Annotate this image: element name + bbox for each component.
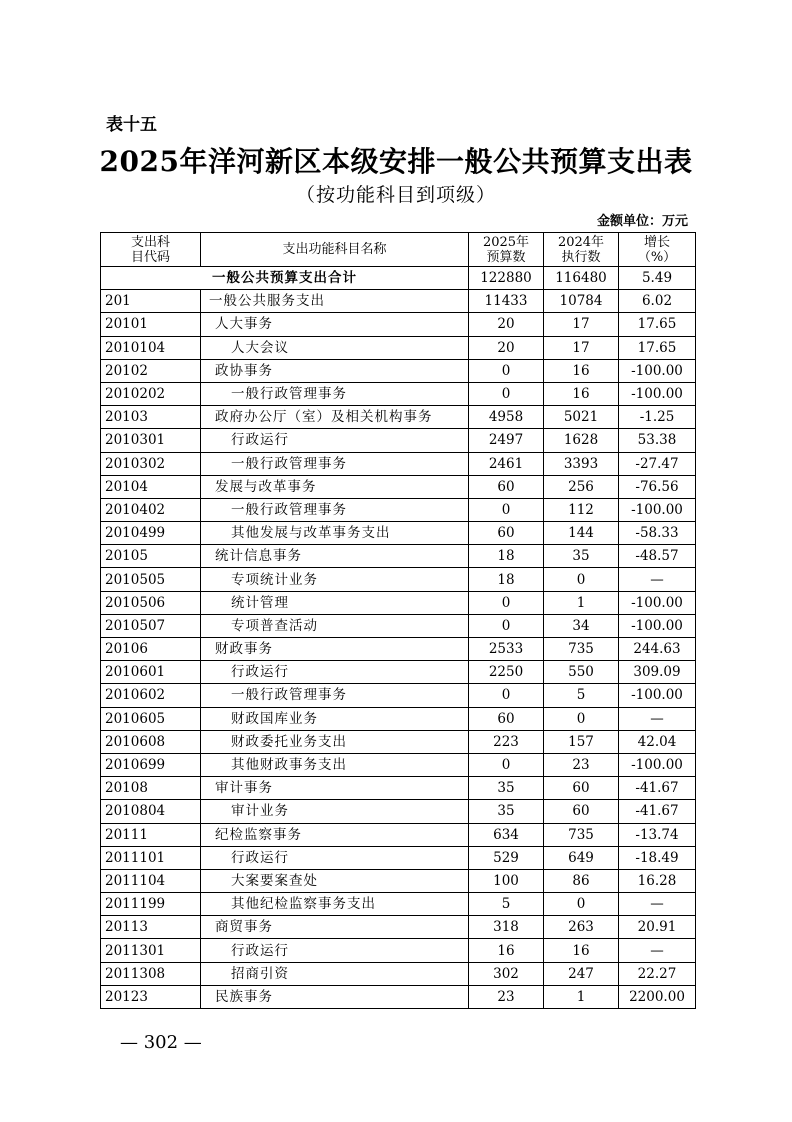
row-exec-2024: 3393: [544, 452, 619, 475]
row-budget-2025: 18: [469, 568, 544, 591]
row-growth: -13.74: [619, 823, 696, 846]
total-budget-2025: 122880: [469, 267, 544, 290]
header-name: 支出功能科目名称: [201, 233, 469, 267]
row-code: 2011301: [101, 939, 201, 962]
page-number: — 302 —: [120, 1032, 202, 1053]
row-code: 2010402: [101, 498, 201, 521]
row-budget-2025: 529: [469, 846, 544, 869]
table-row: [101, 313, 696, 336]
row-budget-2025: 2461: [469, 452, 544, 475]
row-growth: —: [619, 939, 696, 962]
row-code: 2011199: [101, 893, 201, 916]
row-growth: -58.33: [619, 522, 696, 545]
row-exec-2024: 60: [544, 777, 619, 800]
header-code: 支出科 目代码: [101, 233, 201, 267]
row-name: 专项普查活动: [201, 614, 469, 637]
table-row: [101, 707, 696, 730]
row-growth: 22.27: [619, 962, 696, 985]
row-code: 2010608: [101, 730, 201, 753]
row-name: 政府办公厅（室）及相关机构事务: [201, 406, 469, 429]
row-code: 20113: [101, 916, 201, 939]
row-exec-2024: 34: [544, 614, 619, 637]
table-row: [101, 661, 696, 684]
row-exec-2024: 16: [544, 939, 619, 962]
row-exec-2024: 60: [544, 800, 619, 823]
row-code: 2010505: [101, 568, 201, 591]
table-header-row: [101, 233, 696, 267]
row-growth: -100.00: [619, 359, 696, 382]
table-row: [101, 290, 696, 313]
row-budget-2025: 0: [469, 382, 544, 405]
row-code: 2010602: [101, 684, 201, 707]
row-exec-2024: 86: [544, 869, 619, 892]
row-name: 大案要案查处: [201, 869, 469, 892]
row-growth: 53.38: [619, 429, 696, 452]
row-growth: 42.04: [619, 730, 696, 753]
row-budget-2025: 302: [469, 962, 544, 985]
row-growth: 20.91: [619, 916, 696, 939]
table-row: [101, 684, 696, 707]
row-growth: 309.09: [619, 661, 696, 684]
page-title: 2025年洋河新区本级安排一般公共预算支出表: [99, 145, 693, 178]
row-code: 20102: [101, 359, 201, 382]
row-exec-2024: 5021: [544, 406, 619, 429]
row-budget-2025: 11433: [469, 290, 544, 313]
table-row: [101, 962, 696, 985]
row-exec-2024: 112: [544, 498, 619, 521]
table-row: [101, 777, 696, 800]
table-row: [101, 568, 696, 591]
row-growth: -100.00: [619, 591, 696, 614]
row-code: 2010202: [101, 382, 201, 405]
row-growth: 2200.00: [619, 985, 696, 1008]
row-budget-2025: 23: [469, 985, 544, 1008]
row-growth: 244.63: [619, 638, 696, 661]
row-growth: 16.28: [619, 869, 696, 892]
row-growth: -100.00: [619, 498, 696, 521]
row-code: 2010104: [101, 336, 201, 359]
row-exec-2024: 550: [544, 661, 619, 684]
row-code: 2011101: [101, 846, 201, 869]
row-growth: -41.67: [619, 777, 696, 800]
row-exec-2024: 1628: [544, 429, 619, 452]
table-row: [101, 916, 696, 939]
total-row: [101, 267, 696, 290]
row-code: 20103: [101, 406, 201, 429]
row-code: 2010804: [101, 800, 201, 823]
row-exec-2024: 1: [544, 591, 619, 614]
row-code: 2010499: [101, 522, 201, 545]
table-row: [101, 475, 696, 498]
row-code: 201: [101, 290, 201, 313]
row-budget-2025: 2250: [469, 661, 544, 684]
table-row: [101, 614, 696, 637]
row-budget-2025: 223: [469, 730, 544, 753]
row-budget-2025: 5: [469, 893, 544, 916]
row-code: 20108: [101, 777, 201, 800]
table-number: 表十五: [106, 115, 157, 135]
row-name: 审计事务: [201, 777, 469, 800]
row-code: 2011104: [101, 869, 201, 892]
table-row: [101, 406, 696, 429]
row-exec-2024: 256: [544, 475, 619, 498]
row-growth: -100.00: [619, 382, 696, 405]
budget-table: [100, 232, 696, 1009]
row-exec-2024: 0: [544, 707, 619, 730]
total-growth: 5.49: [619, 267, 696, 290]
row-exec-2024: 5: [544, 684, 619, 707]
row-growth: 17.65: [619, 336, 696, 359]
row-name: 其他发展与改革事务支出: [201, 522, 469, 545]
row-growth: -27.47: [619, 452, 696, 475]
table-row: [101, 638, 696, 661]
row-growth: 17.65: [619, 313, 696, 336]
row-name: 人大事务: [201, 313, 469, 336]
row-growth: 6.02: [619, 290, 696, 313]
row-budget-2025: 16: [469, 939, 544, 962]
row-name: 一般行政管理事务: [201, 452, 469, 475]
table-row: [101, 429, 696, 452]
table-row: [101, 846, 696, 869]
row-name: 行政运行: [201, 429, 469, 452]
table-row: [101, 893, 696, 916]
row-budget-2025: 0: [469, 498, 544, 521]
row-exec-2024: 35: [544, 545, 619, 568]
row-growth: —: [619, 568, 696, 591]
row-exec-2024: 144: [544, 522, 619, 545]
row-name: 人大会议: [201, 336, 469, 359]
row-name: 一般行政管理事务: [201, 382, 469, 405]
row-exec-2024: 17: [544, 336, 619, 359]
total-exec-2024: 116480: [544, 267, 619, 290]
table-row: [101, 545, 696, 568]
row-exec-2024: 16: [544, 382, 619, 405]
table-row: [101, 800, 696, 823]
page-subtitle: （按功能科目到项级）: [295, 184, 496, 206]
row-growth: -41.67: [619, 800, 696, 823]
row-budget-2025: 60: [469, 707, 544, 730]
row-name: 一般公共服务支出: [201, 290, 469, 313]
row-budget-2025: 0: [469, 591, 544, 614]
row-name: 专项统计业务: [201, 568, 469, 591]
row-name: 财政国库业务: [201, 707, 469, 730]
row-code: 2010507: [101, 614, 201, 637]
table-row: [101, 753, 696, 776]
table-row: [101, 985, 696, 1008]
row-budget-2025: 20: [469, 336, 544, 359]
row-budget-2025: 35: [469, 800, 544, 823]
row-exec-2024: 735: [544, 638, 619, 661]
row-budget-2025: 60: [469, 475, 544, 498]
header-exec-2024: 2024年 执行数: [544, 233, 619, 267]
row-name: 行政运行: [201, 939, 469, 962]
row-name: 招商引资: [201, 962, 469, 985]
table-row: [101, 823, 696, 846]
row-exec-2024: 247: [544, 962, 619, 985]
row-name: 财政事务: [201, 638, 469, 661]
row-name: 发展与改革事务: [201, 475, 469, 498]
row-budget-2025: 0: [469, 614, 544, 637]
row-budget-2025: 634: [469, 823, 544, 846]
total-label: 一般公共预算支出合计: [101, 267, 469, 290]
row-growth: -100.00: [619, 753, 696, 776]
row-code: 2010302: [101, 452, 201, 475]
row-exec-2024: 16: [544, 359, 619, 382]
row-code: 2010601: [101, 661, 201, 684]
table-row: [101, 382, 696, 405]
row-budget-2025: 35: [469, 777, 544, 800]
table-row: [101, 939, 696, 962]
row-code: 2010506: [101, 591, 201, 614]
row-growth: -48.57: [619, 545, 696, 568]
table-row: [101, 452, 696, 475]
row-budget-2025: 2497: [469, 429, 544, 452]
table-row: [101, 591, 696, 614]
row-budget-2025: 18: [469, 545, 544, 568]
row-budget-2025: 0: [469, 359, 544, 382]
row-name: 其他纪检监察事务支出: [201, 893, 469, 916]
table-row: [101, 730, 696, 753]
table-row: [101, 498, 696, 521]
row-budget-2025: 2533: [469, 638, 544, 661]
row-code: 2010605: [101, 707, 201, 730]
row-code: 20123: [101, 985, 201, 1008]
row-code: 20106: [101, 638, 201, 661]
row-budget-2025: 0: [469, 753, 544, 776]
row-code: 20105: [101, 545, 201, 568]
row-code: 2010699: [101, 753, 201, 776]
row-name: 政协事务: [201, 359, 469, 382]
table-row: [101, 869, 696, 892]
row-budget-2025: 60: [469, 522, 544, 545]
row-name: 其他财政事务支出: [201, 753, 469, 776]
row-exec-2024: 17: [544, 313, 619, 336]
row-name: 财政委托业务支出: [201, 730, 469, 753]
row-name: 商贸事务: [201, 916, 469, 939]
row-name: 民族事务: [201, 985, 469, 1008]
row-growth: -18.49: [619, 846, 696, 869]
row-exec-2024: 0: [544, 568, 619, 591]
row-name: 审计业务: [201, 800, 469, 823]
row-name: 一般行政管理事务: [201, 498, 469, 521]
table-row: [101, 359, 696, 382]
row-name: 统计信息事务: [201, 545, 469, 568]
row-growth: -100.00: [619, 614, 696, 637]
row-exec-2024: 263: [544, 916, 619, 939]
row-name: 行政运行: [201, 661, 469, 684]
row-growth: -100.00: [619, 684, 696, 707]
row-growth: -1.25: [619, 406, 696, 429]
row-name: 纪检监察事务: [201, 823, 469, 846]
row-code: 20111: [101, 823, 201, 846]
row-exec-2024: 10784: [544, 290, 619, 313]
header-budget-2025: 2025年 预算数: [469, 233, 544, 267]
table-row: [101, 522, 696, 545]
row-code: 2010301: [101, 429, 201, 452]
row-growth: —: [619, 707, 696, 730]
table-row: [101, 336, 696, 359]
row-budget-2025: 100: [469, 869, 544, 892]
amount-unit: 金额单位：万元: [596, 214, 688, 229]
row-growth: —: [619, 893, 696, 916]
row-exec-2024: 735: [544, 823, 619, 846]
row-growth: -76.56: [619, 475, 696, 498]
row-exec-2024: 23: [544, 753, 619, 776]
row-exec-2024: 649: [544, 846, 619, 869]
row-budget-2025: 318: [469, 916, 544, 939]
row-exec-2024: 0: [544, 893, 619, 916]
row-code: 20104: [101, 475, 201, 498]
row-exec-2024: 157: [544, 730, 619, 753]
row-name: 一般行政管理事务: [201, 684, 469, 707]
row-name: 统计管理: [201, 591, 469, 614]
row-code: 20101: [101, 313, 201, 336]
header-growth: 增长 （%）: [619, 233, 696, 267]
row-name: 行政运行: [201, 846, 469, 869]
row-exec-2024: 1: [544, 985, 619, 1008]
row-budget-2025: 20: [469, 313, 544, 336]
row-budget-2025: 0: [469, 684, 544, 707]
row-code: 2011308: [101, 962, 201, 985]
row-budget-2025: 4958: [469, 406, 544, 429]
